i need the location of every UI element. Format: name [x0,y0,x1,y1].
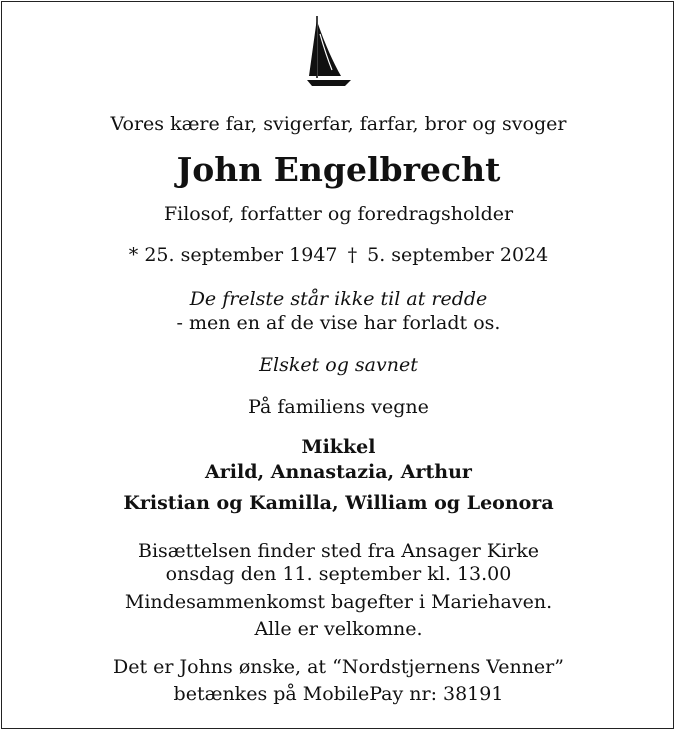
on-behalf-text: På familiens vegne [248,396,429,418]
cross-symbol: † [347,244,358,266]
quote-line-1: De frelste står ikke til at redde [189,288,488,310]
family-line: Mikkel [301,436,376,458]
birth-date: 25. september 1947 [144,244,338,266]
funeral-line: onsdag den 11. september kl. 13.00 [165,563,512,585]
funeral-line: Alle er velkomne. [254,618,423,640]
loved-text: Elsket og savnet [259,354,418,376]
intro-text: Vores kære far, svigerfar, farfar, bror og svoger [110,113,567,135]
family-line: Kristian og Kamilla, William og Leonora [123,492,554,514]
funeral-line: Bisættelsen finder sted fra Ansager Kirke [138,540,539,562]
funeral-line: Mindesammenkomst bagefter i Mariehaven. [124,591,553,613]
occupation-text: Filosof, forfatter og foredragsholder [163,203,514,225]
wish-line-1: Det er Johns ønske, at “Nordstjernens Venner” [113,656,564,678]
deceased-name: John Engelbrecht [176,150,501,189]
dates-line [0,244,677,266]
quote-line-2: - men en af de vise har forladt os. [176,312,501,334]
sailboat-icon [303,14,359,92]
family-line: Arild, Annastazia, Arthur [205,461,472,483]
wish-line-2: betænkes på MobilePay nr: 38191 [173,683,504,705]
born-symbol: * [128,244,139,266]
death-date: 5. september 2024 [367,244,549,266]
